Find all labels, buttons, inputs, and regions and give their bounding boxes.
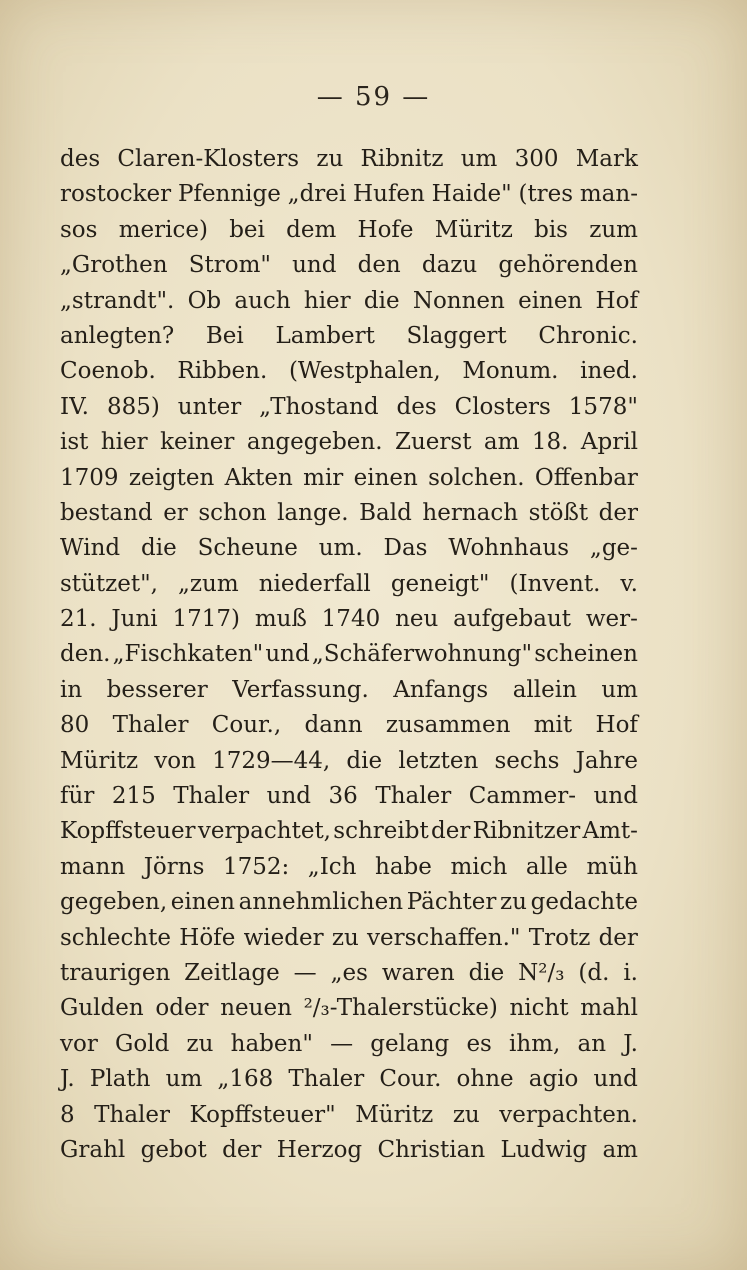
- text-line: anlegten? Bei Lambert Slaggert Chronic.: [60, 322, 638, 349]
- text-line: 8 Thaler Kopffsteuer" Müritz zu verpachten.: [60, 1101, 638, 1128]
- text-line: vor Gold zu haben" — gelang es ihm, an J.: [60, 1030, 638, 1057]
- text-line: 21. Juni 1717) muß 1740 neu aufgebaut wer-: [60, 606, 638, 633]
- text-line: des Claren-Klosters zu Ribnitz um 300 Mark: [60, 146, 638, 172]
- text-line: den. „Fischkaten" und „Schäferwohnung" scheinen: [60, 641, 638, 668]
- text-line: 80 Thaler Cour., dann zusammen mit Hof: [60, 712, 638, 739]
- text-line: bestand er schon lange. Bald hernach stößt der: [60, 499, 638, 526]
- text-line: „Grothen Strom" und den dazu gehörenden: [60, 252, 638, 279]
- text-line: schlechte Höfe wieder zu verschaffen." Trotz der: [60, 924, 638, 951]
- text-line: J. Plath um „168 Thaler Cour. ohne agio und: [60, 1066, 638, 1093]
- text-line: mann Jörns 1752: „Ich habe mich alle müh: [60, 853, 638, 880]
- page-number: — 59 —: [316, 82, 431, 112]
- text-line: Müritz von 1729—44, die letzten sechs Jahre: [60, 747, 638, 774]
- text-line: Gulden oder neuen ²/₃-Thalerstücke) nicht mahl: [60, 995, 638, 1022]
- text-line: in besserer Verfassung. Anfangs allein um: [60, 676, 638, 703]
- text-line: ist hier keiner angegeben. Zuerst am 18. April: [60, 429, 638, 456]
- text-line: Coenob. Ribben. (Westphalen, Monum. ined.: [60, 358, 638, 385]
- text-line: IV. 885) unter „Thostand des Closters 1578": [60, 393, 638, 420]
- text-line: „strandt". Ob auch hier die Nonnen einen Hof: [60, 287, 638, 314]
- text-line: traurigen Zeitlage — „es waren die N²/₃ (d. i.: [60, 959, 638, 986]
- text-line: Kopffsteuer verpachtet, schreibt der Ribnitzer Amt-: [60, 818, 638, 845]
- text-line: gegeben, einen annehmlichen Pächter zu gedachte: [60, 889, 638, 916]
- text-line: Wind die Scheune um. Das Wohnhaus „ge-: [60, 535, 638, 562]
- text-line: für 215 Thaler und 36 Thaler Cammer- und: [60, 783, 638, 810]
- text-line: 1709 zeigten Akten mir einen solchen. Offenbar: [60, 464, 638, 491]
- text-line: stützet", „zum niederfall geneigt" (Invent. v.: [60, 570, 638, 597]
- text-line: sos merice) bei dem Hofe Müritz bis zum: [60, 216, 638, 243]
- text-line: rostocker Pfennige „drei Hufen Haide" (tres man-: [60, 181, 638, 208]
- body-text: [60, 142, 638, 1168]
- text-line: Grahl gebot der Herzog Christian Ludwig am: [60, 1136, 638, 1163]
